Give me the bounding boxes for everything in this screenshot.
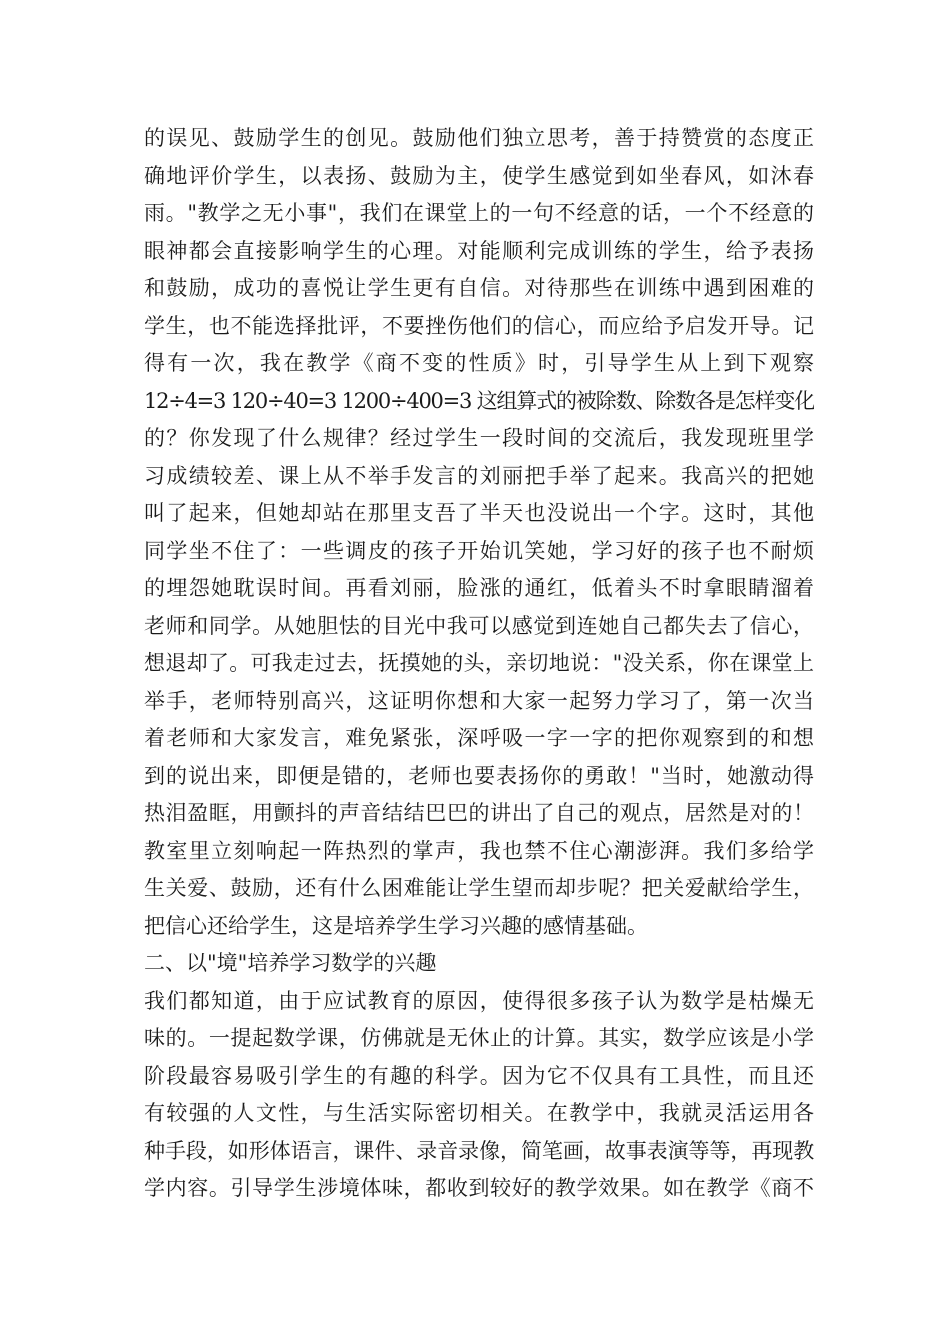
text-line-12: 同学坐不住了：一些调皮的孩子开始讥笑她，学习好的孩子也不耐烦 [144, 538, 814, 563]
text-line-3: 雨。"教学之无小事"，我们在课堂上的一句不经意的话，一个不经意的 [144, 201, 814, 225]
text-line-18: 到的说出来，即便是错的，老师也要表扬你的勇敢！"当时，她激动得 [144, 763, 814, 788]
text-line-16: 举手，老师特别高兴，这证明你想和大家一起努力学习了，第一次当 [144, 688, 814, 713]
text-line-20: 教室里立刻响起一阵热烈的掌声，我也禁不住心潮澎湃。我们多给学 [144, 838, 814, 863]
text-line-2: 确地评价学生，以表扬、鼓励为主，使学生感觉到如坐春风，如沐春 [144, 163, 814, 188]
text-line-15: 想退却了。可我走过去，抚摸她的头，亲切地说："没关系，你在课堂上 [144, 651, 814, 675]
text-line-6: 学生，也不能选择批评，不要挫伤他们的信心，而应给予启发开导。记 [144, 313, 814, 338]
text-line-21: 生关爱、鼓励，还有什么困难能让学生望而却步呢？把关爱献给学生， [144, 876, 814, 900]
text-line-4: 眼神都会直接影响学生的心理。对能顺利完成训练的学生，给予表扬 [144, 238, 814, 263]
text-line-25: 味的。一提起数学课，仿佛就是无休止的计算。其实，数学应该是小学 [144, 1026, 814, 1050]
text-line-8: 12÷4=3 120÷40=3 1200÷400=3 这组算式的被除数、除数各是怎样变化 [144, 388, 814, 413]
text-line-22: 把信心还给学生，这是培养学生学习兴趣的感情基础。 [144, 913, 648, 938]
text-line-1: 的误见、鼓励学生的创见。鼓励他们独立思考，善于持赞赏的态度正 [144, 126, 814, 150]
text-line-27: 有较强的人文性，与生活实际密切相关。在教学中，我就灵活运用各 [144, 1101, 814, 1125]
text-line-29: 学内容。引导学生涉境体味，都收到较好的教学效果。如在教学《商不 [144, 1176, 814, 1200]
text-line-24: 我们都知道，由于应试教育的原因，使得很多孩子认为数学是枯燥无 [144, 988, 814, 1013]
text-line-17: 着老师和大家发言，难免紧张，深呼吸一字一字的把你观察到的和想 [144, 726, 814, 750]
text-line-11: 叫了起来，但她却站在那里支吾了半天也没说出一个字。这时，其他 [144, 501, 814, 525]
text-line-10: 习成绩较差、课上从不举手发言的刘丽把手举了起来。我高兴的把她 [144, 463, 814, 488]
body-text [144, 120, 814, 1208]
text-line-14: 老师和同学。从她胆怯的目光中我可以感觉到连她自己都失去了信心， [144, 613, 814, 638]
text-line-13: 的埋怨她耽误时间。再看刘丽，脸涨的通红，低着头不时拿眼睛溜着 [144, 576, 814, 600]
text-line-5: 和鼓励，成功的喜悦让学生更有自信。对待那些在训练中遇到困难的 [144, 276, 814, 300]
text-line-26: 阶段最容易吸引学生的有趣的科学。因为它不仅具有工具性，而且还 [144, 1063, 814, 1088]
text-line-19: 热泪盈眶，用颤抖的声音结结巴巴的讲出了自己的观点，居然是对的！ [144, 801, 814, 825]
text-line-28: 种手段，如形体语言，课件、录音录像，简笔画，故事表演等等，再现教 [144, 1138, 814, 1163]
section-heading: 二、以"境"培养学习数学的兴趣 [144, 951, 437, 975]
text-line-9: 的？你发现了什么规律？经过学生一段时间的交流后，我发现班里学 [144, 426, 814, 450]
text-line-7: 得有一次，我在教学《商不变的性质》时，引导学生从上到下观察 [144, 351, 814, 375]
